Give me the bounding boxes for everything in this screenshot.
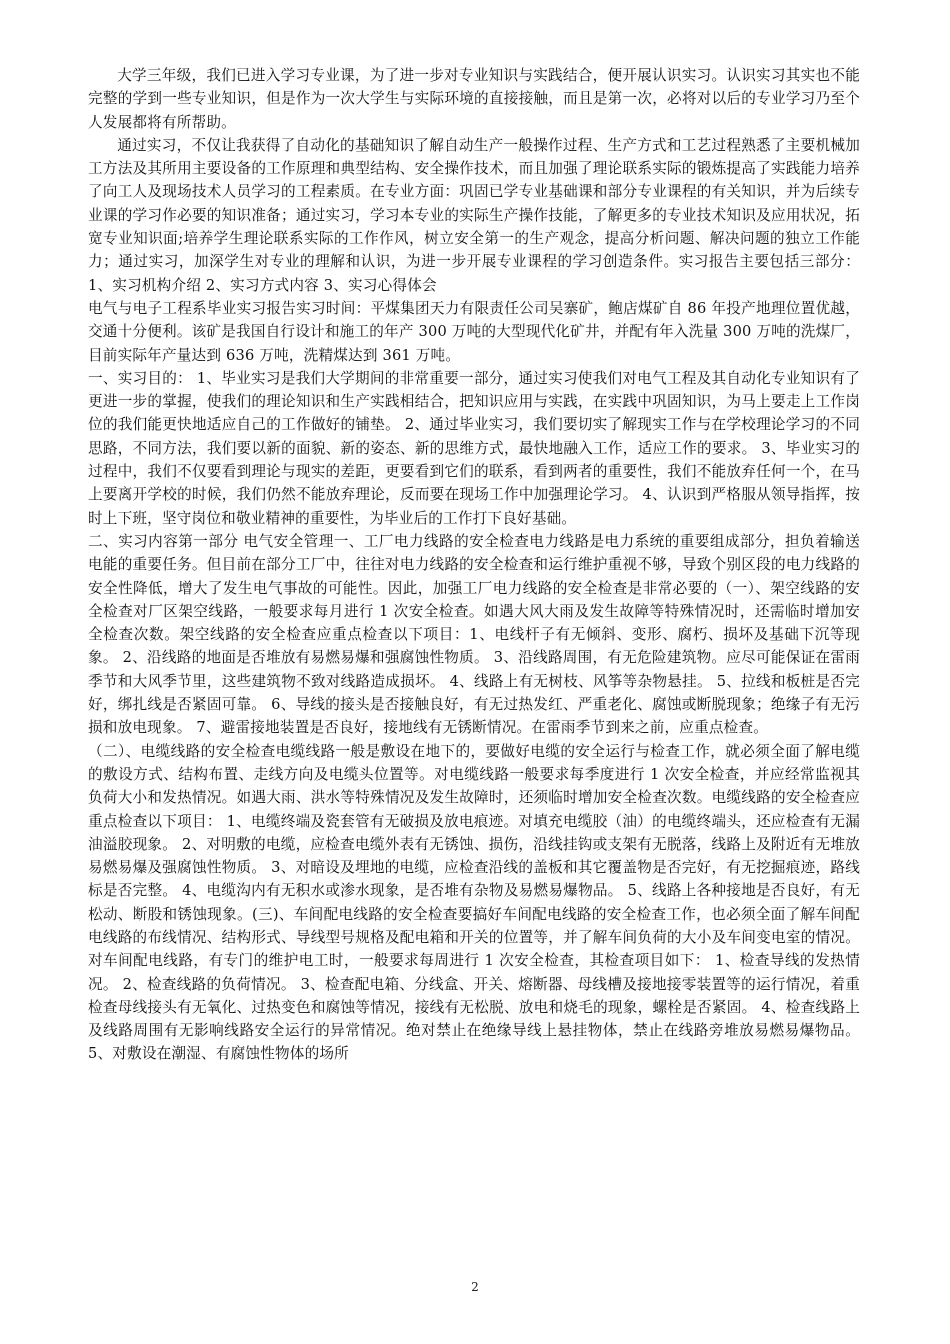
paragraph-intro: 大学三年级，我们已进入学习专业课，为了进一步对专业知识与实践结合，便开展认识实习。认识实习其实也不能完整的学到一些专业知识，但是作为一次大学生与实际环境的直接接触，而且是第一次，必将对以后的专业学习乃至个人发展都将有所帮助。	[88, 67, 860, 131]
paragraph-section-1-objectives: 一、实习目的： 1、毕业实习是我们大学期间的非常重要一部分，通过实习使我们对电气工程及其自动化专业知识有了更进一步的掌握，使我们的理论知识和生产实践相结合，把知识应用与实践，在实践中巩固知识，为马上要走上工作岗位的我们能更快地适应自己的工作做好的铺垫。 2、通过毕业实习，我们要切实了解现实工作与在学校理论学习的不同思路，不同方法，我们要以新的面貌、新的姿态、新的思维方式，最快地融入工作，适应工作的要求。 3、毕业实习的过程中，我们不仅要看到理论与现实的差距，更要看到它们的联系，看到两者的重要性，我们不能放弃任何一个，在马上要离开学校的时候，我们仍然不能放弃理论，反而要在现场工作中加强理论学习。 4、认识到严格服从领导指挥，按时上下班，坚守岗位和敬业精神的重要性，为毕业后的工作打下良好基础。	[88, 369, 860, 527]
paragraph-internship-purpose: 通过实习，不仅让我获得了自动化的基础知识了解自动生产一般操作过程、生产方式和工艺过程熟悉了主要机械加工方法及其所用主要设备的工作原理和典型结构、安全操作技术，而且加强了理论联系实际的锻炼提高了实践能力培养了向工人及现场技术人员学习的工程素质。在专业方面：巩固已学专业基础课和部分专业课程的有关知识，并为后续专业课的学习作必要的知识准备；通过实习，学习本专业的实际生产操作技能，了解更多的专业技术知识及应用状况，拓宽专业知识面;培养学生理论联系实际的工作作风，树立安全第一的生产观念，提高分析问题、解决问题的独立工作能力；通过实习，加深学生对专业的理解和认识，为进一步开展专业课程的学习创造条件。实习报告主要包括三部分：1、实习机构介绍 2、实习方式内容 3、实习心得体会	[88, 136, 860, 294]
paragraph-cable-and-workshop-lines: （二）、电缆线路的安全检查电缆线路一般是敷设在地下的，要做好电缆的安全运行与检查工作，就必须全面了解电缆的敷设方式、结构布置、走线方向及电缆头位置等。对电缆线路一般要求每季度进行 1 次安全检查，并应经常监视其负荷大小和发热情况。如遇大雨、洪水等特殊情况及发生故障时，还须临时增加安全检查次数。电缆线路的安全检查应重点检查以下项目： 1、电缆终端及瓷套管有无破损及放电痕迹。对填充电缆胶（油）的电缆终端头，还应检查有无漏油溢胶现象。 2、对明敷的电缆，应检查电缆外表有无锈蚀、损伤，沿线挂钩或支架有无脱落，线路上及附近有无堆放易燃易爆及强腐蚀性物质。 3、对暗设及埋地的电缆，应检查沿线的盖板和其它覆盖物是否完好，有无挖掘痕迹，路线标是否完整。 4、电缆沟内有无积水或渗水现象，是否堆有杂物及易燃易爆物品。 5、线路上各种接地是否良好，有无松动、断股和锈蚀现象。(三)、车间配电线路的安全检查要搞好车间配电线路的安全检查工作，也必须全面了解车间配电线路的布线情况、结构形式、导线型号规格及配电箱和开关的位置等，并了解车间负荷的大小及车间变电室的情况。对车间配电线路，有专门的维护电工时，一般要求每周进行 1 次安全检查，其检查项目如下： 1、检查导线的发热情况。 2、检查线路的负荷情况。 3、检查配电箱、分线盒、开关、熔断器、母线槽及接地接零装置等的运行情况，着重检查母线接头有无氧化、过热变色和腐蚀等情况，接线有无松脱、放电和烧毛的现象，螺栓是否紧固。 4、检查线路上及线路周围有无影响线路安全运行的异常情况。绝对禁止在绝缘导线上悬挂物体，禁止在线路旁堆放易燃易爆物品。 5、对敷设在潮湿、有腐蚀性物体的场所	[88, 742, 860, 1063]
paragraph-internship-site: 电气与电子工程系毕业实习报告实习时间：平煤集团天力有限责任公司吴寨矿，鲍店煤矿自 86 年投产地理位置优越，交通十分便利。该矿是我国自行设计和施工的年产 300 万吨的大型现代化矿井，并配有年入洗量 300 万吨的洗煤厂，目前实际年产量达到 636 万吨，洗精煤达到 361 万吨。	[88, 299, 860, 364]
page-number: 2	[471, 1280, 479, 1294]
body-text	[88, 64, 860, 1066]
paragraph-section-2-overhead-lines: 二、实习内容第一部分 电气安全管理一、工厂电力线路的安全检查电力线路是电力系统的重要组成部分，担负着输送电能的重要任务。但目前在部分工厂中，往往对电力线路的安全检查和运行维护重视不够，导致个别区段的电力线路的安全性降低，增大了发生电气事故的可能性。因此，加强工厂电力线路的安全检查是非常必要的（一）、架空线路的安全检查对厂区架空线路，一般要求每月进行 1 次安全检查。如遇大风大雨及发生故障等特殊情况时，还需临时增加安全检查次数。架空线路的安全检查应重点检查以下项目：1、电线杆子有无倾斜、变形、腐朽、损坏及基础下沉等现象。 2、沿线路的地面是否堆放有易燃易爆和强腐蚀性物质。 3、沿线路周围，有无危险建筑物。应尽可能保证在雷雨季节和大风季节里，这些建筑物不致对线路造成损坏。 4、线路上有无树枝、风筝等杂物悬挂。 5、拉线和板桩是否完好，绑扎线是否紧固可靠。 6、导线的接头是否接触良好，有无过热发红、严重老化、腐蚀或断脱现象；绝缘子有无污损和放电现象。 7、避雷接地装置是否良好，接地线有无锈断情况。在雷雨季节到来之前，应重点检查。	[88, 532, 860, 737]
